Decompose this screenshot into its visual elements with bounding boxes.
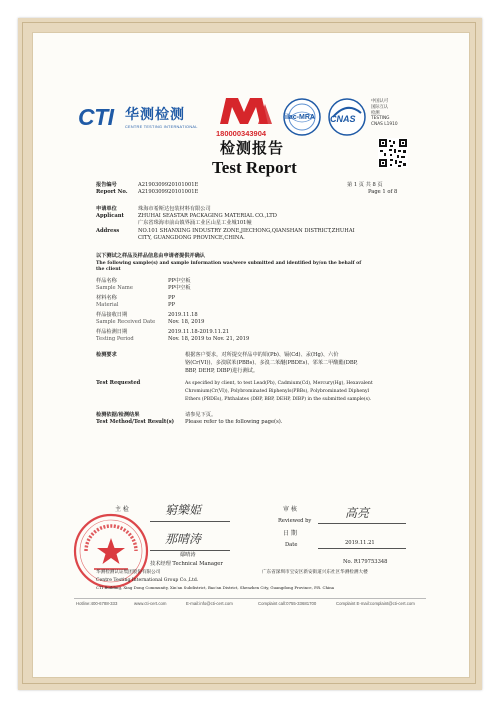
date-line (318, 548, 406, 549)
tester-signature-line (150, 521, 230, 522)
applicant-name-cn: 珠海市希斯达包装材料有限公司 (138, 206, 211, 212)
title-english: Test Report (212, 158, 297, 177)
applicant-label-cn: 申请单位 (96, 206, 117, 212)
reviewer-label-cn: 审 核 (283, 506, 297, 513)
material-value-cn: PP (168, 295, 175, 301)
company-line-en: Centre Testing International Group Co.,Ltd. (96, 578, 199, 583)
requirements-en-line-3: Ethers (PBDEs), Phthalates (DBP, BBP, DEHP, DIBP) in the submitted sample(s). (185, 397, 372, 402)
sample-name-value-cn: PP中空板 (168, 278, 191, 284)
address-en-line-1: NO.101 SHANXING INDUSTRY ZONE,JIECHONG,QIANSHAN DISTRICT,ZHUHAI (138, 228, 355, 234)
address-label-en: Address (96, 228, 120, 234)
sample-heading-en-2: the client (96, 267, 121, 272)
cnas-label: CNAS (330, 114, 356, 124)
testing-period-value-en: Nov. 18, 2019 to Nov. 21, 2019 (168, 336, 250, 342)
reviewer-signature-line (318, 523, 406, 524)
tester-signature: 窮樂姫 (165, 503, 202, 517)
applicant-label-en: Applicant (96, 213, 124, 219)
testing-period-label-en: Testing Period (96, 336, 134, 342)
footer-complaint-email: Complaint E-mail:complaint@cti-cert.com (336, 601, 415, 606)
title-chinese: 检测报告 (220, 139, 285, 157)
report-no-label-cn: 报告编号 (96, 182, 117, 188)
requirements-en-line-2: Chromium(Cr(VI)), Polybrominated Biphenyls(PBBs), Polybrominated Diphenyl (185, 389, 370, 394)
cti-logo-english: CENTRE TESTING INTERNATIONAL (125, 125, 198, 129)
requirements-cn-line-3: BBP, DEHP, DIBP)进行测试。 (185, 368, 259, 374)
company-address-en: CTI Building, Xing Dong Community, Xin'an Subdistrict, Bao'an District, Shenzhen City, Guangdong Province, P.R. China (96, 585, 335, 590)
company-address-cn: 广东省深圳市宝安区新安街道兴东社区华测检测大楼 (262, 570, 368, 575)
requirements-en-line-1: As specified by client, to test Lead(Pb), Cadmium(Cd), Mercury(Hg), Hexavalent (185, 381, 373, 386)
qr-code-icon (378, 138, 408, 168)
address-en-line-2: CITY, GUANGDONG PROVINCE,CHINA. (138, 235, 245, 241)
page-number-cn: 第 1 页 共 8 页 (347, 182, 383, 188)
material-label-en: Material (96, 302, 119, 308)
serial-number: No. R179753348 (343, 559, 388, 565)
footer-email: E-mail:info@cti-cert.com (186, 601, 233, 606)
cti-logo: CTI (78, 104, 114, 130)
material-label-cn: 材料名称 (96, 295, 117, 301)
received-date-label-en: Sample Received Date (96, 319, 156, 325)
method-text-en: Please refer to the following page(s). (185, 419, 283, 425)
page-number-en: Page 1 of 8 (368, 189, 398, 195)
cti-logo-chinese: 华测检测 (125, 107, 185, 123)
method-text-cn: 请参见下页。 (185, 412, 217, 418)
footer-complaint-call: Complaint call:0755-33681700 (258, 601, 317, 606)
manager-signature: 那晴涛 (165, 532, 202, 546)
manager-name: 鄢晴涛 (180, 552, 196, 558)
address-cn: 广东省珠海市前山镇界涌工业区山星工业城101幢 (138, 220, 252, 226)
applicant-name-en: ZHUHAI SEASTAR PACKAGING MATERIAL CO.,LTD (138, 213, 277, 219)
requirements-cn-line-2: 铬(Cr(VI))、多溴联苯(PBBs)、多溴二苯醚(PBDEs)、邻苯二甲酸酯(DBP, (185, 360, 358, 366)
testing-period-value-cn: 2019.11.18-2019.11.21 (168, 329, 230, 335)
received-date-value-cn: 2019.11.18 (168, 312, 198, 318)
received-date-value-en: Nov. 18, 2019 (168, 319, 205, 325)
sample-heading-en-1: The following sample(s) and sample information was/were submitted and identified by/on the behalf of (96, 261, 362, 266)
cnas-text: 中国认可 国际互认 检测 TESTING CNAS L1910 (371, 99, 398, 128)
manager-title: 技术经理 Technical Manager (150, 561, 223, 567)
sample-name-label-en: Sample Name (96, 285, 133, 291)
cma-logo-icon (216, 94, 276, 130)
sample-name-label-cn: 样品名称 (96, 278, 117, 284)
date-value: 2019.11.21 (345, 540, 375, 546)
company-line-cn: 华测检测认证集团股份有限公司 (96, 570, 161, 575)
report-no-value: A2190309920101001E (138, 182, 199, 188)
report-no-value-2: A2190309920101001E (138, 189, 199, 195)
testing-period-label-cn: 样品检测日期 (96, 329, 128, 335)
footer-hotline: Hotline:400-6788-333 (76, 601, 118, 606)
reviewer-signature: 高亮 (345, 506, 370, 520)
requirements-label-cn: 检测要求 (96, 352, 117, 358)
date-label-cn: 日 期 (283, 530, 297, 537)
received-date-label-cn: 样品接收日期 (96, 312, 128, 318)
manager-signature-line (150, 550, 230, 551)
ilac-label: ilac-MRA (285, 114, 315, 121)
date-label-en: Date (285, 542, 298, 548)
cma-number: 180000343904 (216, 129, 267, 138)
method-label-cn: 检测依据/检测结果 (96, 412, 140, 418)
footer-web: www.cti-cert.com (134, 601, 167, 606)
requirements-label-en: Test Requested (96, 380, 141, 386)
sample-heading-cn: 以下测试之样品及样品信息由申请者提供并确认 (96, 253, 205, 259)
reviewer-label-en: Reviewed by (278, 518, 312, 524)
sample-name-value-en: PP中空板 (168, 285, 191, 291)
material-value-en: PP (168, 302, 175, 308)
main-tester-label: 主 检 (115, 506, 129, 513)
footer-divider (74, 598, 426, 599)
requirements-cn-line-1: 根据客户要求，对所提交样品中的铅(Pb)、镉(Cd)、汞(Hg)、六价 (185, 352, 339, 358)
report-no-label-en: Report No. (96, 189, 128, 195)
method-label-en: Test Method/Test Result(s) (96, 419, 175, 425)
